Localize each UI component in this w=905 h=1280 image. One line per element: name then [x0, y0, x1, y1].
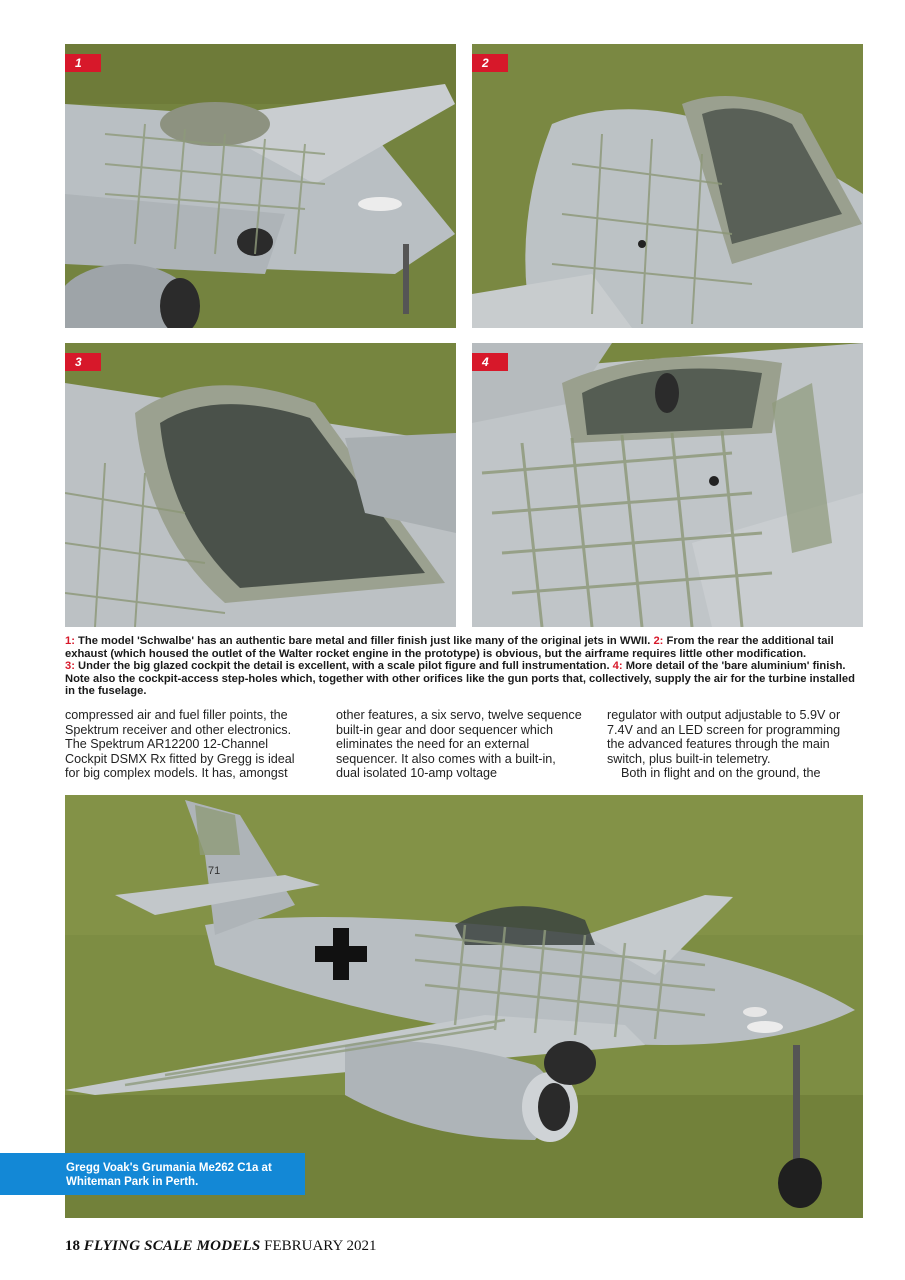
hero-caption-text: Gregg Voak's Grumania Me262 C1a at Whiteman Park in Perth.: [66, 1162, 272, 1188]
footer-magazine-title: FLYING SCALE MODELS: [83, 1238, 261, 1254]
body-column-3: [607, 708, 853, 781]
caption-2-text: From the rear the additional tail exhaust (which housed the outlet of the Walter rocket engine in the prototype) is obvious, but the airframe requires little other modification.: [65, 635, 834, 660]
photo-2-badge: 2: [472, 54, 508, 72]
caption-3-text: Under the big glazed cockpit the detail is excellent, with a scale pilot figure and full instrumentation.: [74, 660, 613, 673]
body-column-3-paragraph-2: Both in flight and on the ground, the: [621, 766, 821, 781]
body-column-1: [65, 708, 311, 781]
photo-2-image: [472, 44, 863, 328]
hero-tail-code: 71: [208, 865, 221, 877]
body-column-2: [336, 708, 582, 781]
photo-2: [472, 44, 863, 328]
caption-2-number: 2:: [653, 635, 664, 647]
photo-1-badge: 1: [65, 54, 101, 72]
photo-caption-block: [65, 635, 865, 698]
caption-4-number: 4:: [612, 660, 623, 673]
caption-1-text: The model 'Schwalbe' has an authentic bare metal and filler finish just like many of the original jets in WWII.: [74, 635, 654, 647]
photo-4-image: [472, 343, 863, 627]
photo-1: [65, 44, 456, 328]
caption-4-text: More detail of the 'bare aluminium' finish. Note also the cockpit-access step-holes which, together with other orifices like the gun ports that, collectively, supply the air for the turbine installed in the fuselage.: [65, 660, 855, 698]
page-footer: [65, 1238, 377, 1255]
body-column-3-text: regulator with output adjustable to 5.9V or 7.4V and an LED screen for programming the advanced features through the main switch, plus built-in telemetry.: [607, 708, 841, 766]
photo-1-image: [65, 44, 456, 328]
photo-3-badge: 3: [65, 353, 101, 371]
footer-issue-date: FEBRUARY 2021: [264, 1238, 377, 1254]
body-column-1-text: compressed air and fuel filler points, the Spektrum receiver and other electronics. The Spektrum AR12200 12-Channel Cockpit DSMX Rx fitted by Gregg is ideal for big complex models. It has, amongst: [65, 708, 295, 781]
photo-3: [65, 343, 456, 627]
caption-3-number: 3:: [65, 660, 75, 673]
caption-1-number: 1:: [65, 635, 75, 647]
photo-3-image: [65, 343, 456, 627]
photo-4-badge: 4: [472, 353, 508, 371]
body-column-2-text: other features, a six servo, twelve sequence built-in gear and door sequencer which eliminates the need for an external sequencer. It also comes with a built-in, dual isolated 10-amp voltage: [336, 708, 582, 781]
photo-4: [472, 343, 863, 627]
footer-page-number: 18: [65, 1238, 80, 1254]
hero-caption-box: [0, 1153, 305, 1195]
